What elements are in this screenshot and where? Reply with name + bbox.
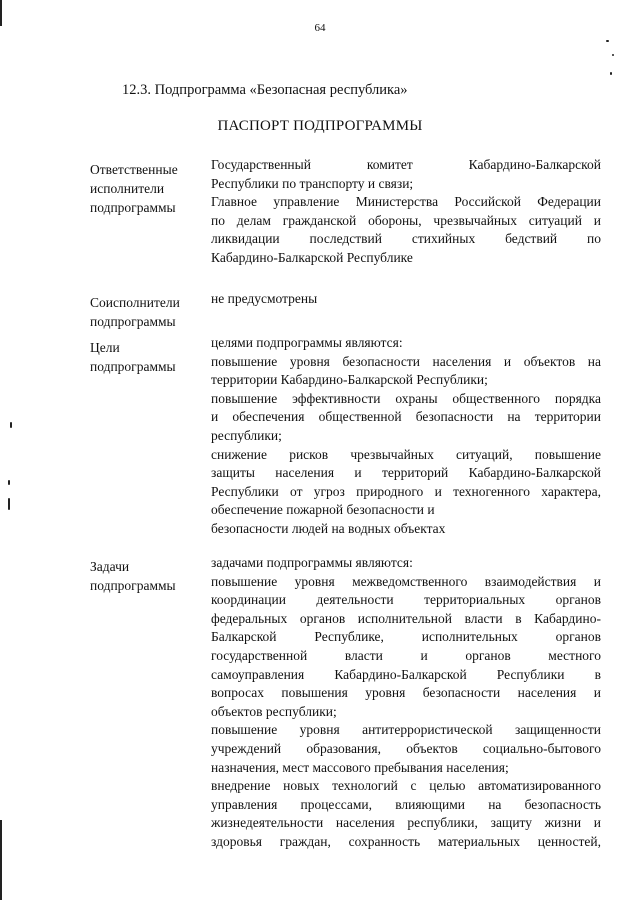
scan-speck	[610, 72, 612, 75]
goals-content	[211, 334, 601, 539]
scan-edge-mark-bottom	[0, 820, 2, 900]
label-line: подпрограммы	[90, 314, 176, 329]
text-line: здоровья граждан, сохранность материальных ценностей,	[211, 833, 601, 849]
label-line: Задачи	[90, 559, 130, 574]
responsible-content	[211, 156, 601, 268]
text-line: защиты населения и территорий Кабардино-Балкарской	[211, 465, 601, 481]
text-line: федеральных органов исполнительной власти в Кабардино-	[211, 610, 601, 626]
label-line: исполнители	[90, 181, 165, 196]
scan-speck	[606, 40, 609, 42]
text-line: и обеспечения общественной безопасности на территории	[211, 409, 601, 425]
text-line: самоуправления Кабардино-Балкарской Республики в	[211, 666, 601, 682]
subprogram-title: 12.3. Подпрограмма «Безопасная республика»	[122, 82, 408, 98]
text-line: управления процессами, влияющими на безопасность	[211, 796, 601, 812]
text-line: обеспечение пожарной безопасности и	[211, 502, 435, 518]
scan-speck	[8, 480, 10, 485]
scan-speck	[612, 54, 614, 56]
text-line: Кабардино-Балкарской Республике	[211, 249, 413, 265]
text-line: республики;	[211, 427, 282, 443]
text-line: Государственный комитет Кабардино-Балкарской	[211, 157, 601, 172]
text-line: Балкарской Республике, исполнительных органов	[211, 629, 601, 645]
coexecutors-label	[90, 293, 202, 331]
coexecutors-content	[211, 290, 601, 309]
scan-speck	[8, 498, 10, 510]
tasks-content	[211, 554, 601, 852]
passport-title: ПАСПОРТ ПОДПРОГРАММЫ	[217, 118, 423, 134]
text-line: не предусмотрены	[211, 291, 318, 306]
text-line: снижение рисков чрезвычайных ситуаций, повышение	[211, 446, 601, 462]
tasks-label	[90, 557, 202, 595]
goals-label	[90, 338, 202, 376]
text-line: координации деятельности территориальных органов	[211, 592, 601, 608]
label-line: Ответственные	[90, 162, 178, 177]
label-line: подпрограммы	[90, 200, 176, 215]
text-line: повышение эффективности охраны общественного порядка	[211, 390, 601, 406]
text-line: Главное управление Министерства Российской Федерации	[211, 194, 601, 210]
text-line: целями подпрограммы являются:	[211, 335, 403, 350]
text-line: объектов республики;	[211, 703, 337, 719]
text-line: учреждений образования, объектов социально-бытового	[211, 740, 601, 756]
text-line: повышение уровня межведомственного взаимодействия и	[211, 573, 601, 589]
label-line: подпрограммы	[90, 578, 176, 593]
label-line: Соисполнители	[90, 295, 180, 310]
text-line: повышение уровня безопасности населения и объектов на	[211, 353, 601, 369]
responsible-label	[90, 160, 202, 217]
text-line: по делам гражданской обороны, чрезвычайных ситуаций и	[211, 212, 601, 228]
text-line: ликвидации последствий стихийных бедствий по	[211, 231, 601, 247]
text-line: назначения, мест массового пребывания населения;	[211, 759, 509, 775]
text-line: жизнедеятельности населения республики, защиту жизни и	[211, 815, 601, 831]
text-line: территории Кабардино-Балкарской Республики;	[211, 372, 488, 388]
text-line: государственной власти и органов местного	[211, 647, 601, 663]
page-number: 64	[314, 22, 326, 34]
text-line: Республики от угроз природного и техногенного характера,	[211, 483, 601, 499]
label-line: Цели	[90, 340, 120, 355]
text-line: Республики по транспорту и связи;	[211, 175, 414, 191]
text-line: задачами подпрограммы являются:	[211, 555, 413, 570]
text-line: внедрение новых технологий с целью автоматизированного	[211, 778, 601, 794]
text-line: вопросах повышения уровня безопасности населения и	[211, 685, 601, 701]
text-line: безопасности людей на водных объектах	[211, 520, 446, 536]
scan-speck	[10, 422, 12, 428]
label-line: подпрограммы	[90, 359, 176, 374]
text-line: повышение уровня антитеррористической защищенности	[211, 722, 601, 738]
